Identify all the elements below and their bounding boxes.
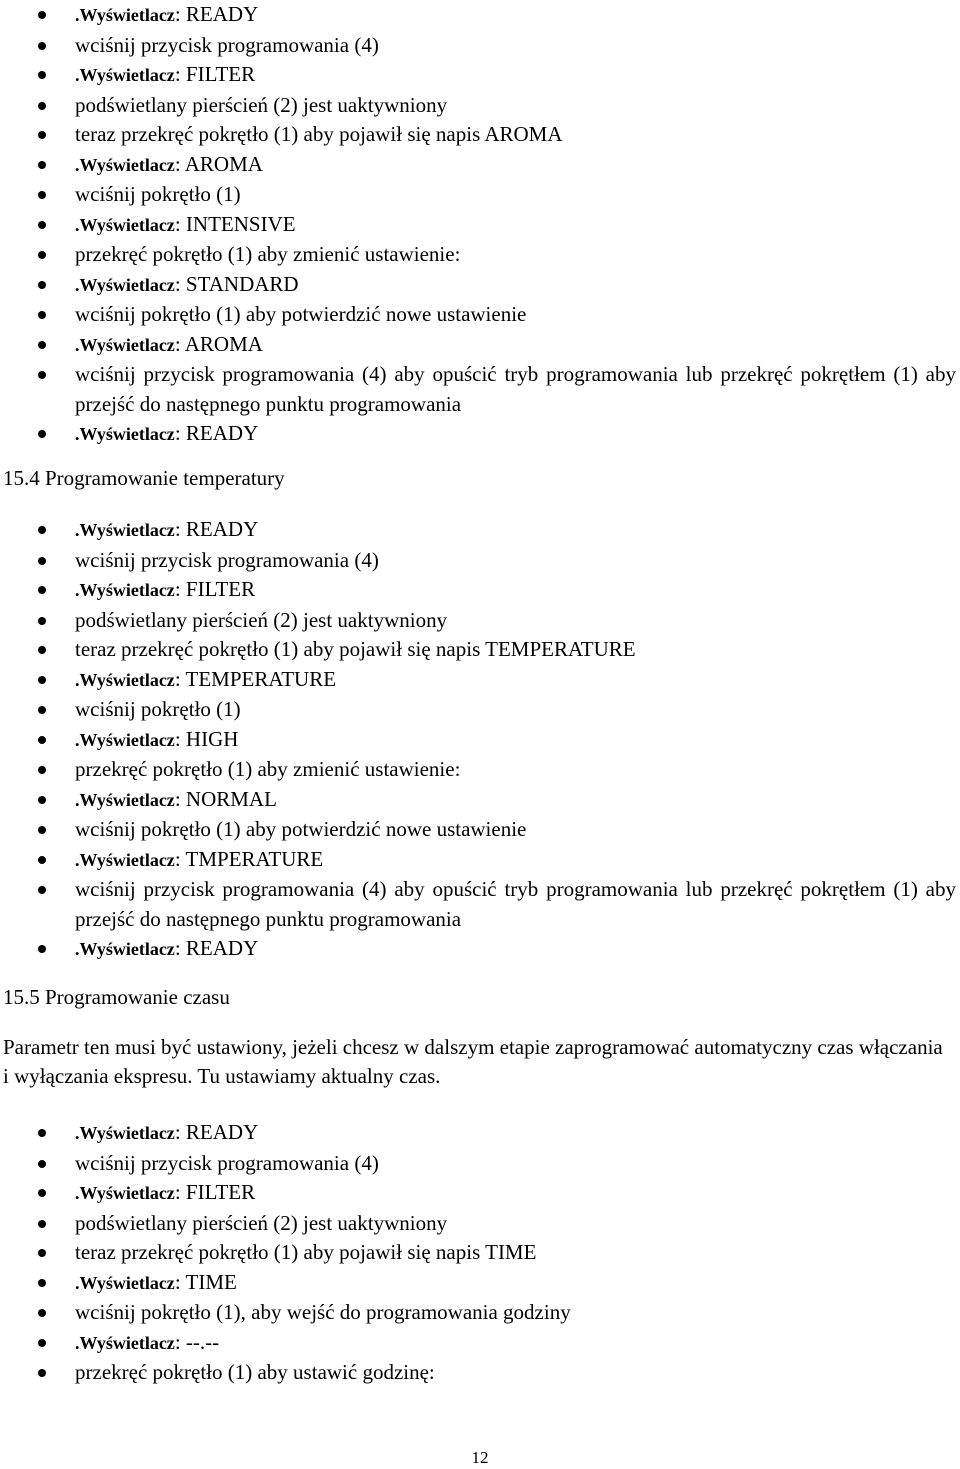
instruction-text: wciśnij pokrętło (1)	[75, 697, 241, 721]
bullet-icon	[38, 1339, 46, 1347]
bullet-icon	[38, 102, 46, 110]
bullet-icon	[38, 856, 46, 864]
instruction-text: wciśnij pokrętło (1) aby potwierdzić nowe ustawienie	[75, 302, 527, 326]
display-label: .Wyświetlacz	[75, 424, 175, 444]
bullet-icon	[38, 430, 46, 438]
display-label: .Wyświetlacz	[75, 669, 175, 690]
display-status-item: .Wyświetlacz: INTENSIVE	[0, 210, 960, 241]
display-status-item: .Wyświetlacz: STANDARD	[0, 270, 960, 301]
instruction-text: teraz przekręć pokrętło (1) aby pojawił się napis TEMPERATURE	[75, 637, 636, 661]
instruction-item	[0, 875, 960, 934]
bullet-icon	[38, 11, 46, 19]
instruction-item	[0, 360, 960, 419]
display-value: READY	[185, 517, 259, 541]
display-label: .Wyświetlacz	[75, 520, 175, 540]
section-heading-temperature: 15.4 Programowanie temperatury	[3, 466, 285, 490]
display-status-item: .Wyświetlacz: FILTER	[0, 60, 960, 91]
display-value: NORMAL	[185, 786, 277, 811]
bullet-icon	[38, 676, 46, 684]
instruction-item	[0, 91, 960, 121]
bullet-icon	[38, 221, 46, 229]
bullet-list-filter-aroma	[0, 0, 960, 450]
display-label: .Wyświetlacz	[75, 849, 175, 870]
display-status-item: .Wyświetlacz: AROMA	[0, 330, 960, 361]
instruction-item	[0, 815, 960, 845]
bullet-icon	[38, 796, 46, 804]
instruction-text: wciśnij pokrętło (1) aby potwierdzić nowe ustawienie	[75, 817, 527, 841]
bullet-list-temperature	[0, 515, 960, 965]
instruction-item	[0, 1358, 960, 1388]
display-label: .Wyświetlacz	[75, 214, 175, 235]
display-value: FILTER	[185, 1180, 256, 1204]
bullet-icon	[38, 251, 46, 259]
bullet-icon	[38, 1160, 46, 1168]
display-status-item: .Wyświetlacz: READY	[0, 1118, 960, 1149]
instruction-text: wciśnij przycisk programowania (4)	[75, 32, 379, 57]
display-label: .Wyświetlacz	[75, 1332, 175, 1353]
bullet-icon	[38, 341, 46, 349]
display-label: .Wyświetlacz	[75, 580, 175, 600]
display-value: TMPERATURE	[185, 846, 324, 871]
instruction-text: podświetlany pierścień (2) jest uaktywniony	[75, 92, 448, 117]
instruction-text: wciśnij pokrętło (1)	[75, 182, 241, 206]
display-status-item: .Wyświetlacz: FILTER	[0, 575, 960, 606]
instruction-item	[0, 695, 960, 725]
display-value: READY	[185, 421, 259, 445]
bullet-icon	[38, 1309, 46, 1317]
instruction-item	[0, 120, 960, 150]
instruction-item	[0, 300, 960, 330]
bullet-icon	[38, 617, 46, 625]
instruction-item	[0, 755, 960, 785]
bullet-icon	[38, 945, 46, 953]
bullet-icon	[38, 736, 46, 744]
bullet-icon	[38, 826, 46, 834]
instruction-text: przekręć pokrętło (1) aby zmienić ustawienie:	[75, 242, 461, 266]
instruction-item	[0, 546, 960, 576]
display-label: .Wyświetlacz	[75, 334, 175, 355]
bullet-icon	[38, 557, 46, 565]
bullet-icon	[38, 1129, 46, 1137]
instruction-item	[0, 1298, 960, 1328]
display-value: INTENSIVE	[185, 211, 296, 236]
display-status-item: .Wyświetlacz: TMPERATURE	[0, 845, 960, 876]
bullet-list-time	[0, 1118, 960, 1388]
display-value: TIME	[185, 1269, 237, 1294]
instruction-item	[0, 180, 960, 210]
display-value: AROMA	[184, 151, 263, 176]
bullet-icon	[38, 311, 46, 319]
display-value: READY	[185, 2, 259, 26]
page-number: 12	[471, 1448, 489, 1467]
bullet-icon	[38, 1249, 46, 1257]
display-status-item: .Wyświetlacz: READY	[0, 515, 960, 546]
display-status-item: .Wyświetlacz: TIME	[0, 1268, 960, 1299]
bullet-icon	[38, 886, 46, 894]
display-label: .Wyświetlacz	[75, 1183, 175, 1203]
display-value: HIGH	[185, 726, 239, 751]
bullet-icon	[38, 1220, 46, 1228]
instruction-item	[0, 1149, 960, 1179]
bullet-icon	[38, 71, 46, 79]
display-label: .Wyświetlacz	[75, 154, 175, 175]
display-value: READY	[185, 1120, 259, 1144]
instruction-text: teraz przekręć pokrętło (1) aby pojawił się napis TIME	[75, 1240, 537, 1264]
bullet-icon	[38, 646, 46, 654]
display-status-item: .Wyświetlacz: READY	[0, 419, 960, 450]
display-status-item: .Wyświetlacz: READY	[0, 934, 960, 965]
intro-paragraph: Parametr ten musi być ustawiony, jeżeli chcesz w dalszym etapie zaprogramować automatyczny czas włączania i wyłączania ekspresu. Tu ustawiamy aktualny czas.	[3, 1035, 943, 1088]
bullet-icon	[38, 131, 46, 139]
instruction-text: przekręć pokrętło (1) aby zmienić ustawienie:	[75, 757, 461, 781]
display-status-item: .Wyświetlacz: READY	[0, 0, 960, 31]
bullet-icon	[38, 586, 46, 594]
bullet-icon	[38, 766, 46, 774]
instruction-text: wciśnij przycisk programowania (4) aby opuścić tryb programowania lub przekręć pokrętłem (1) aby przejść do następnego punktu programowania	[75, 362, 956, 416]
display-status-item: .Wyświetlacz: TEMPERATURE	[0, 665, 960, 696]
display-value: AROMA	[184, 331, 263, 356]
display-value: STANDARD	[185, 271, 299, 296]
display-label: .Wyświetlacz	[75, 1272, 175, 1293]
display-status-item: .Wyświetlacz: HIGH	[0, 725, 960, 756]
bullet-icon	[38, 191, 46, 199]
instruction-text: wciśnij przycisk programowania (4)	[75, 547, 379, 572]
bullet-icon	[38, 1189, 46, 1197]
display-label: .Wyświetlacz	[75, 65, 175, 85]
instruction-item	[0, 635, 960, 665]
instruction-item	[0, 606, 960, 636]
bullet-icon	[38, 526, 46, 534]
display-label: .Wyświetlacz	[75, 274, 175, 295]
display-label: .Wyświetlacz	[75, 729, 175, 750]
display-status-item: .Wyświetlacz: NORMAL	[0, 785, 960, 816]
display-label: .Wyświetlacz	[75, 789, 175, 810]
display-value: READY	[185, 936, 259, 960]
display-value: TEMPERATURE	[185, 666, 337, 691]
display-status-item: .Wyświetlacz: FILTER	[0, 1178, 960, 1209]
display-status-item: .Wyświetlacz: AROMA	[0, 150, 960, 181]
bullet-icon	[38, 281, 46, 289]
display-label: .Wyświetlacz	[75, 5, 175, 25]
instruction-item	[0, 1238, 960, 1268]
bullet-icon	[38, 1369, 46, 1377]
bullet-icon	[38, 161, 46, 169]
display-value: FILTER	[185, 62, 256, 86]
instruction-item	[0, 1209, 960, 1239]
display-label: .Wyświetlacz	[75, 939, 175, 959]
instruction-text: wciśnij przycisk programowania (4)	[75, 1150, 379, 1175]
instruction-item	[0, 240, 960, 270]
instruction-text: wciśnij pokrętło (1), aby wejść do programowania godziny	[75, 1300, 571, 1324]
instruction-item	[0, 31, 960, 61]
display-value: FILTER	[185, 577, 256, 601]
display-label: .Wyświetlacz	[75, 1123, 175, 1143]
bullet-icon	[38, 42, 46, 50]
instruction-text: podświetlany pierścień (2) jest uaktywniony	[75, 1210, 448, 1235]
instruction-text: teraz przekręć pokrętło (1) aby pojawił się napis AROMA	[75, 122, 563, 146]
instruction-text: przekręć pokrętło (1) aby ustawić godzinę:	[75, 1360, 435, 1384]
display-status-item: .Wyświetlacz: --.--	[0, 1328, 960, 1359]
bullet-icon	[38, 706, 46, 714]
bullet-icon	[38, 1279, 46, 1287]
bullet-icon	[38, 371, 46, 379]
display-value: --.--	[185, 1329, 220, 1354]
instruction-text: podświetlany pierścień (2) jest uaktywniony	[75, 607, 448, 632]
section-heading-time: 15.5 Programowanie czasu	[3, 985, 230, 1009]
instruction-text: wciśnij przycisk programowania (4) aby opuścić tryb programowania lub przekręć pokrętłem (1) aby przejść do następnego punktu programowania	[75, 877, 956, 931]
